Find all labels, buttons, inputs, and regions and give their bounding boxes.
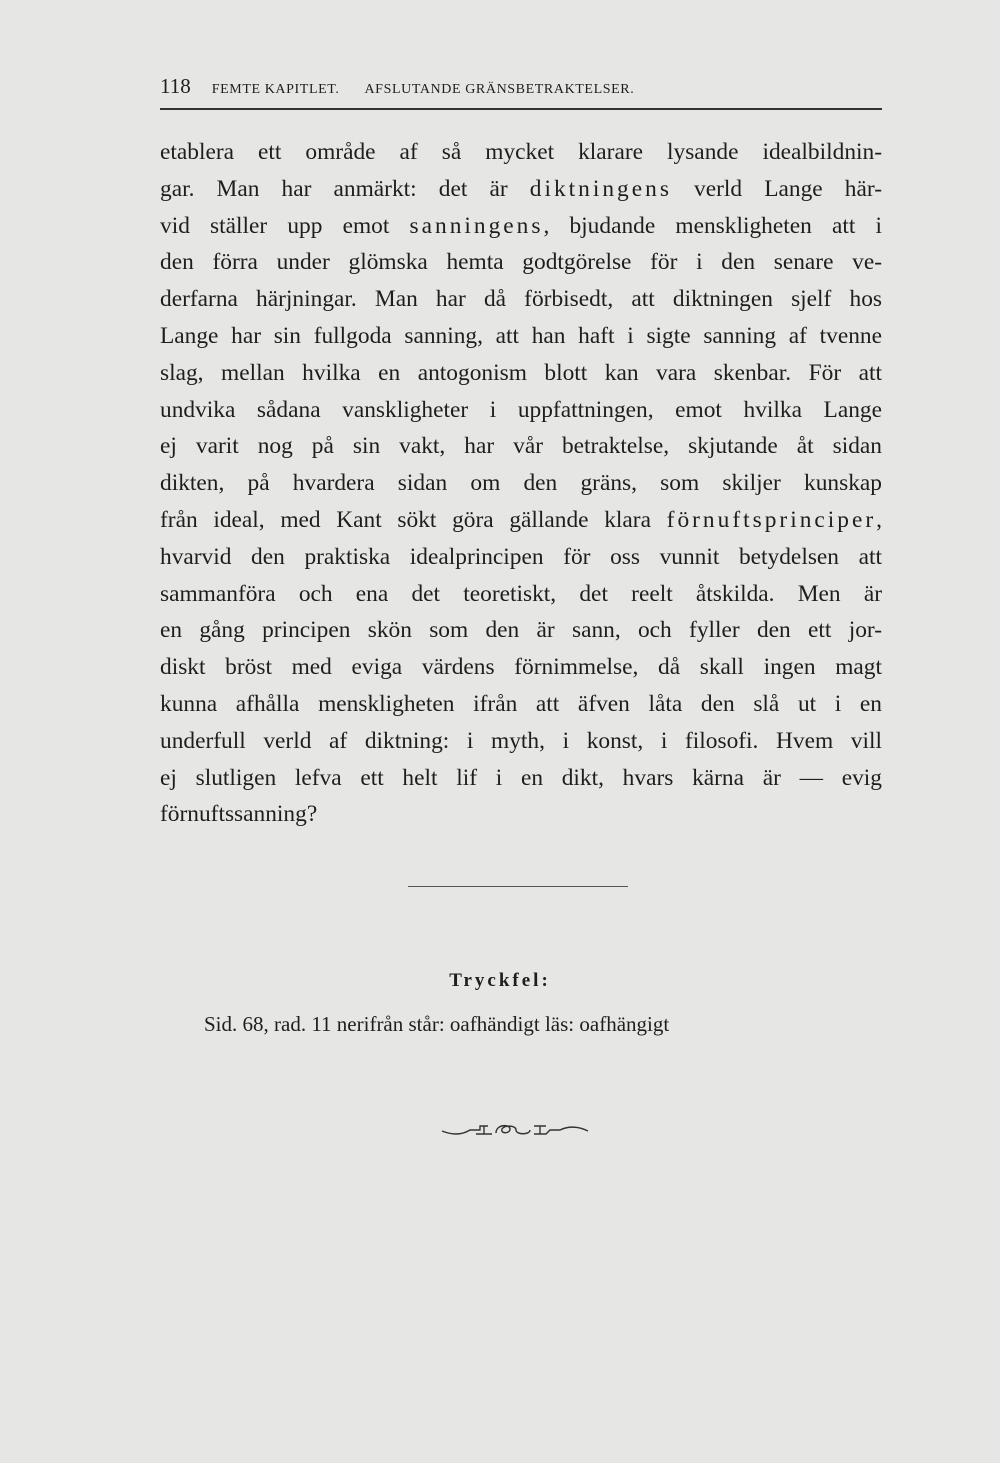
emphasis-spaced: förnuftsprinciper	[666, 506, 877, 533]
text-run: från ideal, med Kant sökt göra gällande klara	[160, 506, 667, 533]
text-run: ,	[876, 506, 882, 533]
body-paragraph	[160, 134, 882, 833]
text-line: etablera ett område af så mycket klarare lysande idealbildnin-	[160, 139, 882, 165]
header-rule	[160, 108, 882, 110]
text-line: en gång principen skön som den är sann, och fyller den ett jor-	[160, 617, 882, 644]
text-line: slag, mellan hvilka en antogonism blott kan vara skenbar. För att	[160, 359, 882, 386]
running-head	[160, 74, 860, 99]
text-line: undvika sådana vanskligheter i uppfattningen, emot hvilka Lange	[160, 396, 882, 423]
chapter-label: FEMTE KAPITLET.	[211, 82, 340, 97]
text-line: derfarna härjningar. Man har då förbisedt, att diktningen sjelf hos	[160, 286, 882, 313]
text-line: den förra under glömska hemta godtgörelse för i den senare ve-	[160, 249, 882, 276]
text-line: kunna afhålla menskligheten ifrån att äfven låta den slå ut i en	[160, 690, 882, 717]
text-line: förnuftssanning?	[160, 801, 318, 828]
text-line: diskt bröst med eviga värdens förnimmelse, då skall ingen magt	[160, 654, 882, 681]
text-run: verld Lange här-	[671, 175, 882, 202]
text-line: ej slutligen lefva ett helt lif i en dikt, hvars kärna är — evig	[160, 764, 882, 791]
emphasis-spaced: sanningens	[409, 212, 544, 239]
text-line: sammanföra och ena det teoretiskt, det reelt åtskilda. Men är	[160, 580, 882, 607]
text-run: , bjudande menskligheten att i	[543, 212, 882, 239]
page-number: 118	[160, 74, 191, 98]
errata-entry: Sid. 68, rad. 11 nerifrån står: oafhändigt läs: oafhängigt	[204, 1012, 670, 1036]
errata-heading: Tryckfel:	[449, 970, 551, 991]
text-run: gar. Man har anmärkt: det är	[160, 175, 530, 202]
text-line	[160, 502, 882, 539]
text-line	[160, 208, 882, 245]
section-divider	[408, 886, 628, 887]
text-line: dikten, på hvardera sidan om den gräns, som skiljer kunskap	[160, 470, 882, 497]
text-line: ej varit nog på sin vakt, har vår betraktelse, skjutande åt sidan	[160, 433, 882, 460]
text-line: hvarvid den praktiska idealprincipen för oss vunnit betydelsen att	[160, 543, 882, 570]
text-run: vid ställer upp emot	[160, 212, 410, 239]
text-line	[160, 171, 882, 208]
text-line: Lange har sin fullgoda sanning, att han haft i sigte sanning af tvenne	[160, 322, 882, 349]
emphasis-spaced: diktningens	[529, 175, 672, 202]
text-line: underfull verld af diktning: i myth, i konst, i filosofi. Hvem vill	[160, 727, 882, 754]
ornament-vignette-icon	[440, 1120, 590, 1140]
section-title: AFSLUTANDE GRÄNSBETRAKTELSER.	[364, 82, 635, 97]
